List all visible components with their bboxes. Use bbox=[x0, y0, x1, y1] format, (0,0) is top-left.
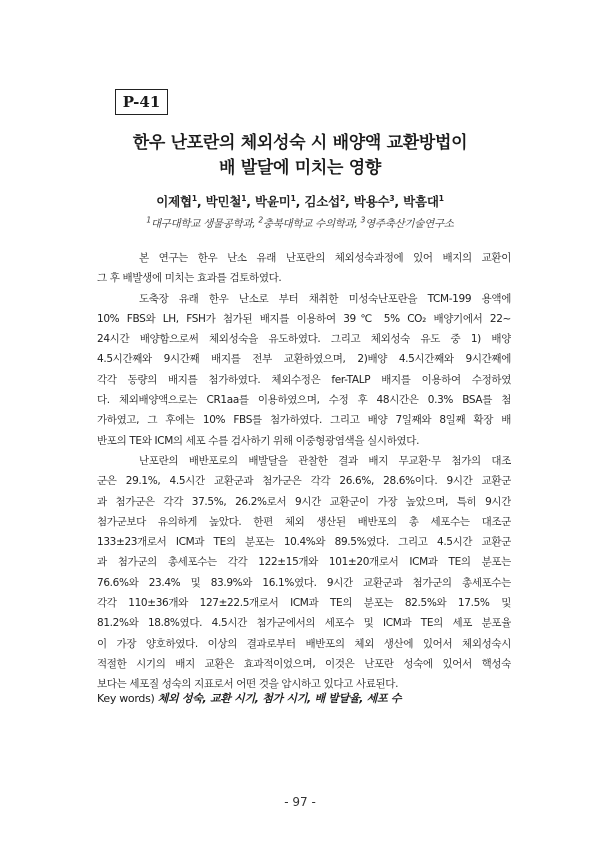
author-name: 박윤미 bbox=[254, 194, 291, 209]
affiliation-list: $^1$대구대학교 생물공학과, $^2$충북대학교 수의학과, $^3$영주축산기술연구소 bbox=[146, 215, 454, 230]
body-line: 이 가장 양호하였다. 이상의 결과로부터 배반포의 체외 생산에 있어서 체외성숙시 bbox=[97, 637, 511, 650]
body-line: 가하였고, 그 후에는 10% FBS를 첨가하였다. 그리고 배양 7일째와 8일째 확장 배 bbox=[97, 414, 511, 427]
body-line: 133±23개로서 ICM과 TE의 분포는 10.4%와 89.5%였다. 그리고 4.5시간 교환군 bbox=[97, 536, 511, 549]
body-line: 24시간 배양함으로써 체외성숙을 유도하였다. 그리고 체외성숙 유도 중 1) 배양 bbox=[97, 333, 511, 346]
affiliation-name: 대구대학교 생물공학과 bbox=[150, 218, 253, 230]
keywords bbox=[97, 690, 511, 706]
affiliation-mark: 1 bbox=[146, 215, 151, 225]
body-line: 다. 체외배양액으로는 CR1aa를 이용하였으며, 수정 후 48시간은 0.3% BSA를 첨 bbox=[97, 394, 511, 407]
body-line: 81.2%와 18.8%였다. 4.5시간 첨가군에서의 세포수 및 ICM과 TE의 세포 분포율 bbox=[97, 617, 511, 630]
author-affiliation-mark: 3 bbox=[389, 193, 395, 203]
keywords-text: 체외 성숙, 교환 시기, 첨가 시기, 배 발달율, 세포 수 bbox=[157, 692, 402, 705]
affiliation-name: 영주축산기술연구소 bbox=[365, 218, 454, 230]
author-affiliation-mark: 1 bbox=[290, 193, 296, 203]
body-line: 각각 동량의 배지를 첨가하였다. 체외수정은 fer-TALP 배지를 이용하여 수정하였 bbox=[97, 373, 511, 386]
affiliation-name: 충북대학교 수의학과 bbox=[262, 218, 355, 230]
author-affiliation-mark: 1 bbox=[438, 193, 444, 203]
body-line: 과 첨가군은 각각 37.5%, 26.2%로서 9시간 교환군이 가장 높았으며, 특히 9시간 bbox=[97, 495, 511, 508]
affiliation-mark: 2 bbox=[258, 215, 263, 225]
body-line: 적절한 시기의 배지 교환은 효과적이었으며, 이것은 난포란 성숙에 있어서 핵성숙 bbox=[97, 657, 511, 670]
author-name: 박흠대 bbox=[403, 194, 439, 209]
body-line: 군은 29.1%, 4.5시간 교환군과 첨가군은 각각 26.6%, 28.6%이다. 9시간 교환군 bbox=[97, 475, 511, 488]
author-affiliation-mark: 2 bbox=[339, 193, 346, 203]
body-line: 도축장 유래 한우 난소로 부터 채취한 미성숙난포란을 TCM-199 용액에 bbox=[139, 292, 511, 305]
author-name: 박용수 bbox=[353, 194, 390, 209]
body-line: 10% FBS와 LH, FSH가 첨가된 배지를 이용하여 39℃ 5% CO₂ 배양기에서 22~ bbox=[97, 312, 511, 325]
title-line-1: 한우 난포란의 체외성숙 시 배양액 교환방법이 bbox=[132, 133, 468, 153]
author-affiliation-mark: 1 bbox=[191, 193, 197, 203]
keywords-label: Key words) bbox=[97, 692, 155, 705]
body-line: 4.5시간째와 9시간째 배지를 전부 교환하였으며, 2)배양 4.5시간째와 9시간째에 bbox=[97, 353, 511, 366]
body-line: 반포의 TE와 ICM의 세포 수를 검사하기 위해 이중형광염색을 실시하였다. bbox=[97, 434, 420, 447]
body-line: 본 연구는 한우 난소 유래 난포란의 체외성숙과정에 있어 배지의 교환이 bbox=[139, 252, 511, 264]
body-line: 보다는 세포질 성숙의 지표로서 어떤 것을 암시하고 있다고 사료된다. bbox=[97, 678, 399, 691]
body-line: 난포란의 배반포로의 배발달을 관찰한 결과 배지 무교환·무 첨가의 대조 bbox=[139, 454, 511, 467]
author-affiliation-mark: 1 bbox=[241, 193, 247, 203]
title-line-2: 배 발달에 미치는 영향 bbox=[219, 158, 381, 178]
poster-number-badge: P-41 bbox=[115, 89, 168, 115]
body-line: 그 후 배발생에 미치는 효과를 검토하였다. bbox=[97, 272, 282, 285]
author-name: 이제협 bbox=[156, 194, 192, 209]
abstract-body bbox=[97, 248, 511, 695]
author-list: 이제협$^1$, 박민철$^1$, 박윤미$^1$, 김소섭$^2$, 박용수$^3$, 박흠대$^1$ bbox=[156, 193, 444, 209]
body-line: 첨가군보다 유의하게 높았다. 한편 체외 생산된 배반포의 총 세포수는 대조군 bbox=[97, 515, 511, 528]
body-line: 76.6%와 23.4% 및 83.9%와 16.1%였다. 9시간 교환군과 첨가군의 총세포수는 bbox=[97, 576, 511, 589]
affiliation-mark: 3 bbox=[360, 215, 366, 225]
body-line: 과 첨가군의 총세포수는 각각 122±15개와 101±20개로서 ICM과 TE의 분포는 bbox=[97, 556, 511, 569]
body-line: 각각 110±36개와 127±22.5개로서 ICM과 TE의 분포는 82.5%와 17.5% 및 bbox=[97, 597, 511, 610]
author-name: 박민철 bbox=[205, 194, 242, 209]
author-name: 김소섭 bbox=[304, 194, 340, 209]
page-number: - 97 - bbox=[284, 795, 316, 809]
